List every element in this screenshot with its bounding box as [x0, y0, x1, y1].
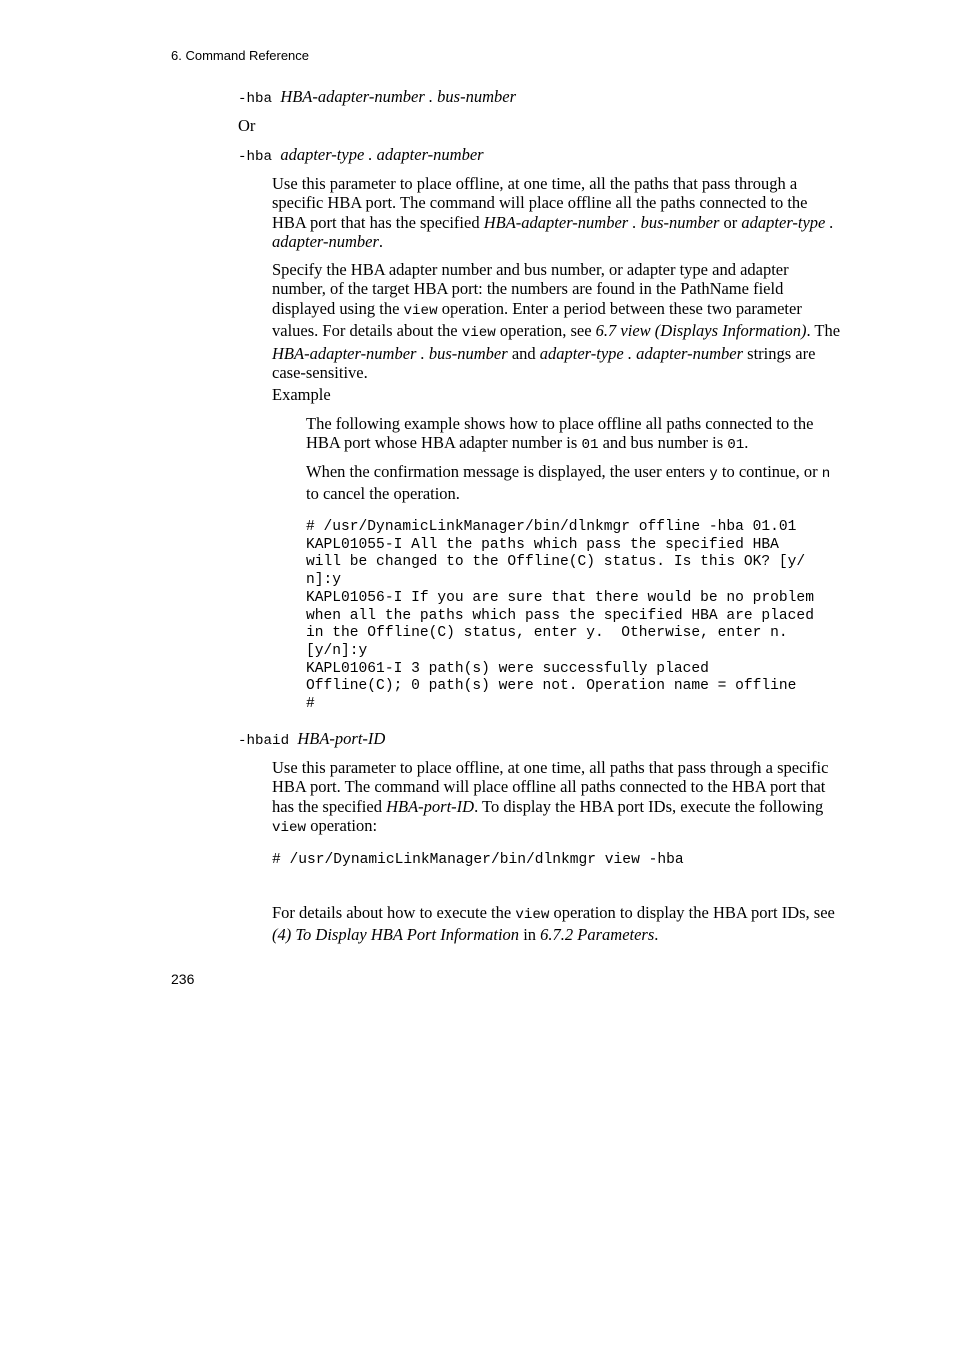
code-term: y — [709, 466, 718, 482]
hba-flag-1: -hba — [238, 91, 273, 107]
code-line: KAPL01056-I If you are sure that there would be no problem — [306, 589, 814, 606]
code-line: # /usr/DynamicLinkManager/bin/dlnkmgr view -hba — [272, 852, 684, 868]
italic-term: adapter-type . adapter-number — [272, 212, 834, 252]
hba-description — [272, 174, 842, 252]
code-term: 01 — [581, 437, 599, 454]
text: in — [519, 925, 541, 945]
text: . To display the HBA port IDs, execute the following — [474, 796, 824, 816]
italic-term: adapter-type . adapter-number — [539, 343, 744, 363]
hbaid-code-example — [272, 852, 684, 870]
cross-reference-link[interactable]: 6.7 view (Displays Information) — [595, 321, 807, 341]
text: strings are case-sensitive. — [272, 343, 816, 383]
code-line: in the Offline(C) status, enter y. Otherwise, enter n. — [306, 625, 788, 642]
text: The following example shows how to place offline all paths connected to the HBA port whose HBA adapter number is — [306, 414, 814, 453]
code-term: 01 — [727, 437, 745, 454]
text: and — [507, 343, 540, 363]
example-label: Example — [272, 385, 331, 404]
hba-arg-2: adapter-type . adapter-number — [280, 145, 484, 164]
page-number: 236 — [171, 971, 195, 987]
code-line: when all the paths which pass the specified HBA are placed — [306, 607, 814, 624]
or-label: Or — [238, 116, 256, 135]
text: operation to display the HBA port IDs, see — [549, 903, 835, 922]
code-term: view — [403, 302, 438, 319]
italic-term: HBA-adapter-number . bus-number — [272, 343, 508, 363]
text: and bus number is — [598, 433, 728, 453]
code-term: view — [515, 907, 550, 923]
text: operation. Enter a period between these two parameter values. For details about the — [272, 298, 802, 341]
text: to continue, or — [717, 462, 822, 481]
cross-reference-link[interactable]: (4) To Display HBA Port Information — [272, 925, 520, 945]
text: . — [378, 232, 384, 252]
text: operation: — [306, 816, 378, 836]
example-paragraph-1 — [306, 414, 842, 456]
italic-term: HBA-port-ID — [386, 796, 475, 816]
hbaid-arg: HBA-port-ID — [297, 729, 386, 748]
hba-arg-1: HBA-adapter-number . bus-number — [280, 87, 516, 106]
text: Specify the HBA adapter number and bus number, or adapter type and adapter number, of the target HBA port: the numbers are found in the PathName field displayed using the — [272, 260, 789, 318]
hba-option-2 — [238, 145, 484, 167]
code-line: KAPL01055-I All the paths which pass the specified HBA — [306, 536, 779, 553]
hbaid-details-paragraph — [272, 903, 842, 945]
text: . — [744, 433, 749, 453]
code-line: n]:y — [306, 572, 342, 589]
hbaid-flag: -hbaid — [238, 733, 290, 749]
hbaid-option — [238, 729, 385, 751]
code-line: [y/n]:y — [306, 642, 368, 659]
hba-option-1 — [238, 87, 516, 109]
code-line: # /usr/DynamicLinkManager/bin/dlnkmgr offline -hba 01.01 — [306, 519, 797, 535]
text: When the confirmation message is displayed, the user enters — [306, 462, 710, 481]
italic-term: HBA-adapter-number . bus-number — [483, 212, 720, 232]
hba-specify-paragraph — [272, 260, 842, 382]
code-line: Offline(C); 0 path(s) were not. Operation name = offline — [306, 678, 797, 695]
text: For details about how to execute the — [272, 903, 516, 922]
code-term: view — [461, 325, 496, 342]
running-header: 6. Command Reference — [171, 48, 310, 63]
text: . — [654, 925, 659, 945]
text: to cancel the operation. — [306, 484, 460, 504]
example-paragraph-2 — [306, 462, 842, 504]
code-example — [306, 519, 814, 714]
hbaid-description — [272, 758, 842, 839]
text: Use this parameter to place offline, at one time, all the paths that pass through a specific HBA port. The command will place offline all the paths connected to the HBA port that has the specified — [272, 174, 808, 232]
text: Use this parameter to place offline, at one time, all paths that pass through a specific HBA port. The command will place offline all paths connected to the HBA port that has the specified — [272, 758, 829, 816]
hba-flag-2: -hba — [238, 149, 273, 165]
code-line: KAPL01061-I 3 path(s) were successfully placed — [306, 660, 709, 677]
code-term: view — [272, 820, 307, 837]
text: or — [719, 212, 742, 232]
text: operation, see — [495, 321, 596, 341]
code-term: n — [821, 466, 831, 482]
cross-reference-link[interactable]: 6.7.2 Parameters — [540, 925, 655, 945]
text: . The — [806, 321, 841, 341]
code-line: will be changed to the Offline(C) status. Is this OK? [y/ — [306, 554, 806, 571]
code-line: # — [306, 696, 315, 713]
